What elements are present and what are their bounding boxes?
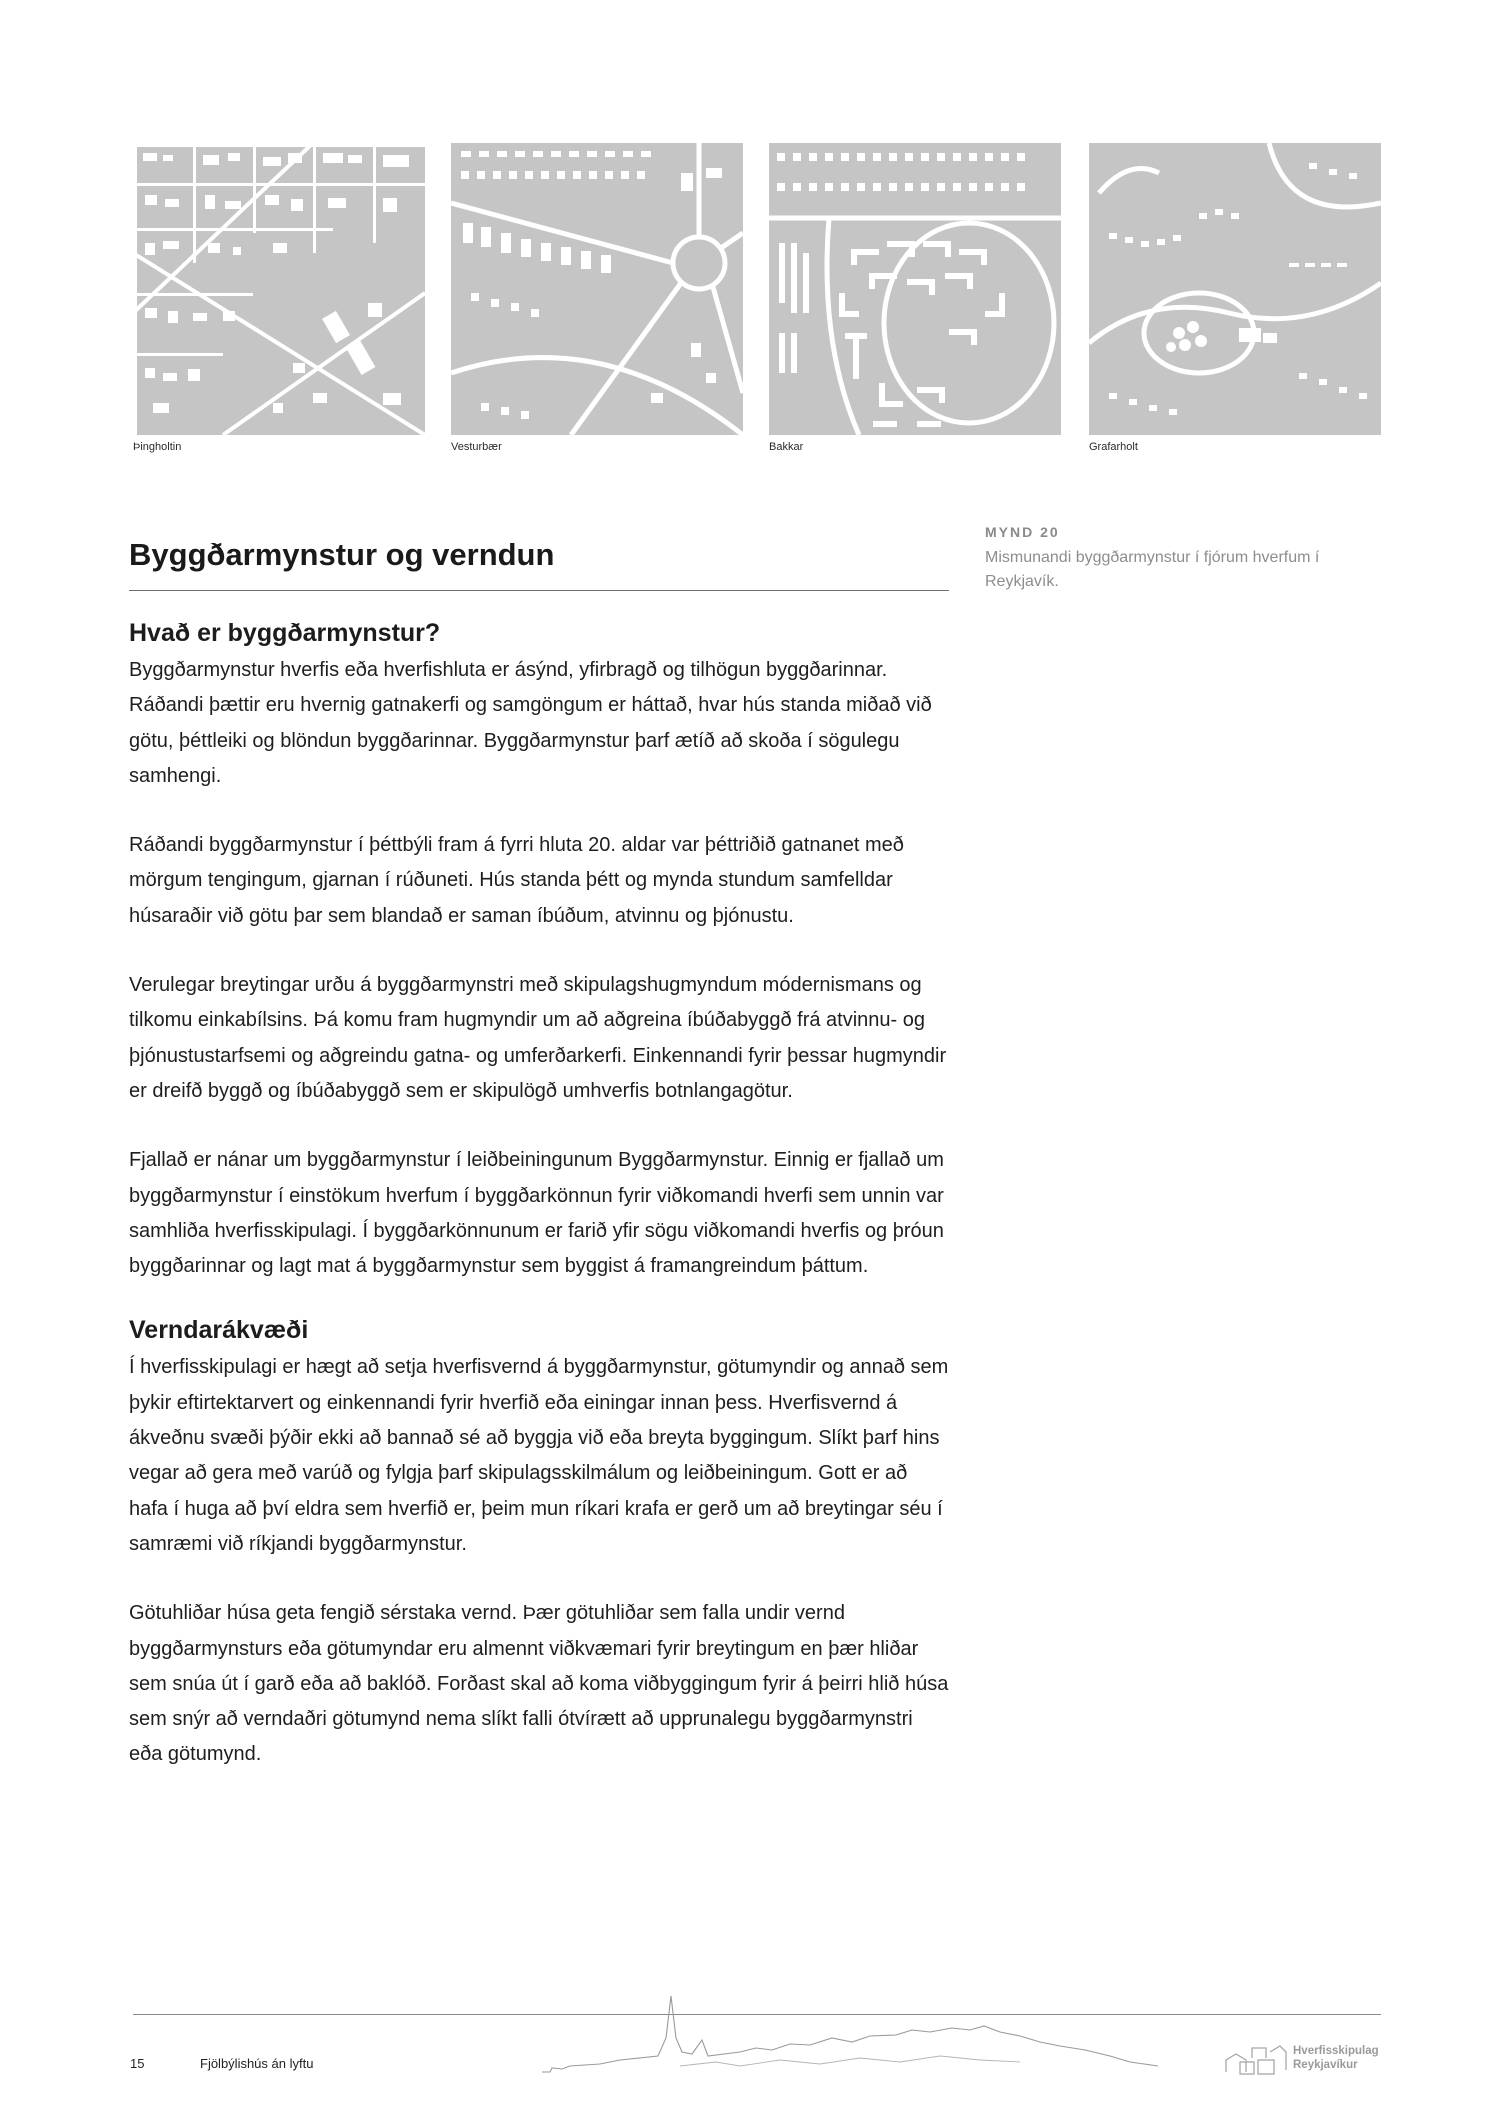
paragraph: Ráðandi byggðarmynstur í þéttbýli fram á fyrri hluta 20. aldar var þéttriðið gatnanet með mörgum tengingum, gjarnan í rúðuneti. Hús standa þétt og mynda stundum samfelldar húsaraðir við götu þar sem blandað er saman íbúðum, atvinnu og þjónustu.	[129, 834, 904, 927]
figure-caption-text: Mismunandi byggðarmynstur í fjórum hverfum í Reykjavík.	[985, 549, 1320, 590]
logo-mark-icon	[1222, 2040, 1290, 2080]
map-thingholtin	[133, 143, 425, 453]
map-caption: Þingholtin	[133, 441, 182, 453]
title-divider	[129, 590, 949, 591]
hverfisskipulag-logo	[1222, 2040, 1382, 2080]
paragraph: Fjallað er nánar um byggðarmynstur í leiðbeiningunum Byggðarmynstur. Einnig er fjallað um byggðarmynstur í einstökum hverfum í byggðarkönnun fyrir viðkomandi hverfi sem unnin var samhliða hverfisskipulagi. Í byggðarkönnunum er farið yfir sögu viðkomandi hverfis og þróun byggðarinnar og lagt mat á byggðarmynstur sem byggist á framangreindum þáttum.	[129, 1149, 944, 1278]
figure-ground-map-vesturbaer	[451, 143, 743, 435]
map-vesturbaer	[451, 143, 743, 453]
figure-ground-map-bakkar	[769, 143, 1061, 435]
paragraph: Verulegar breytingar urðu á byggðarmynstri með skipulagshugmyndum módernismans og tilkomu einkabílsins. Þá komu fram hugmyndir um að aðgreina íbúðabyggð frá atvinnu- og þjónustustarfsemi og aðgreindu gatna- og umferðarkerfi. Einkennandi fyrir þessar hugmyndir er dreifð byggð og íbúðabyggð sem er skipulögð umhverfis botnlangagötur.	[129, 974, 947, 1102]
page-number: 15	[130, 2056, 145, 2071]
paragraph: Byggðarmynstur hverfis eða hverfishluta er ásýnd, yfirbragð og tilhögun byggðarinnar. Ráðandi þættir eru hvernig gatnakerfi og samgöngum er háttað, hvar hús standa miðað við götu, þéttleiki og blöndun byggðarinnar. Byggðarmynstur þarf ætíð að skoða í sögulegu samhengi.	[129, 659, 932, 787]
figure-ground-map-thingholtin	[133, 143, 425, 435]
section-heading: Hvað er byggðarmynstur?	[129, 619, 441, 647]
paragraph: Götuhliðar húsa geta fengið sérstaka vernd. Þær götuhliðar sem falla undir vernd byggðarmynsturs eða götumyndar eru almennt viðkvæmari fyrir breytingum en þær hliðar sem snúa út í garð eða að baklóð. Forðast skal að koma viðbyggingum fyrir á þeirri hlið húsa sem snýr að verndaðri götumynd nema slíkt falli ótvírætt að upprunalegu byggðarmynstri eða götumynd.	[129, 1602, 949, 1766]
logo-text-line1: Hverfisskipulag	[1293, 2045, 1379, 2057]
map-caption: Vesturbær	[451, 441, 502, 453]
figure-label: MYND 20	[985, 524, 1060, 540]
figure-caption	[985, 524, 1385, 594]
map-bakkar	[769, 143, 1061, 453]
map-caption: Bakkar	[769, 441, 804, 453]
page-title: Byggðarmynstur og verndun	[129, 537, 555, 572]
map-figure-strip	[133, 143, 1381, 463]
logo-text-line2: Reykjavíkur	[1293, 2059, 1358, 2071]
section-heading: Verndarákvæði	[129, 1316, 309, 1345]
article	[129, 532, 949, 1773]
map-grafarholt	[1089, 143, 1381, 453]
figure-ground-map-grafarholt	[1089, 143, 1381, 435]
map-caption: Grafarholt	[1089, 441, 1138, 453]
document-title: Fjölbýlishús án lyftu	[200, 2056, 314, 2071]
paragraph: Í hverfisskipulagi er hægt að setja hverfisvernd á byggðarmynstur, götumyndir og annað sem þykir eftirtektarvert og einkennandi fyrir hverfið eða einingar innan þess. Hverfisvernd á ákveðnu svæði þýðir ekki að bannað sé að byggja við eða breyta byggingum. Slíkt þarf hins vegar að gera með varúð og fylgja þarf skipulagsskilmálum og leiðbeiningum. Gott er að hafa í huga að því eldra sem hverfið er, þeim mun ríkari krafa er gerð um að breytingar séu í samræmi við ríkjandi byggðarmynstur.	[129, 1356, 949, 1555]
city-skyline-illustration	[540, 1990, 1160, 2082]
